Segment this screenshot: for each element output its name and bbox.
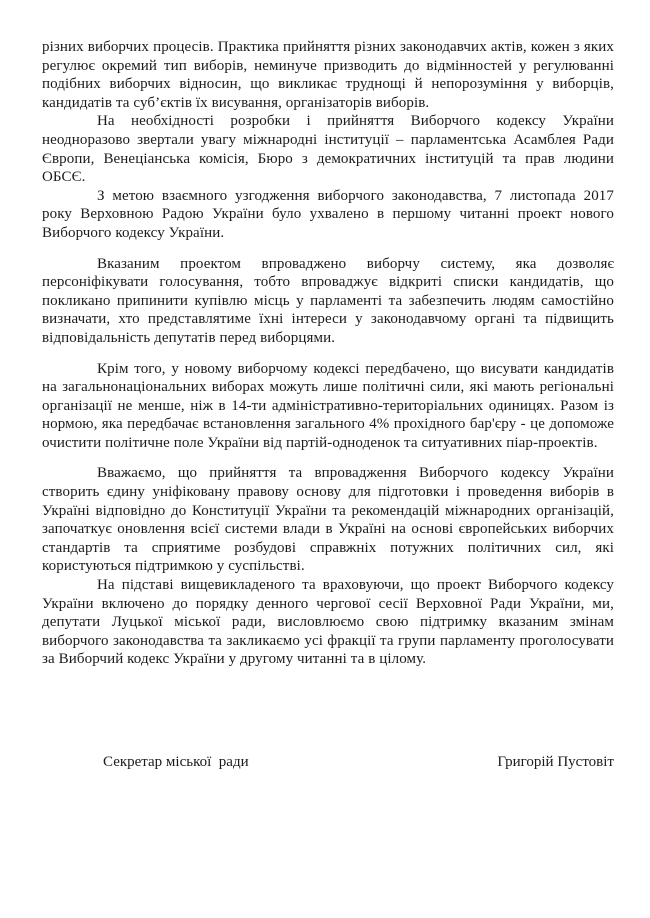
signature-role: Секретар міської ради <box>103 754 249 770</box>
paragraph-first-reading-2017: З метою взаємного узгодження виборчого законодавства, 7 листопада 2017 року Верховною Радою України було ухвалено в першому читанні проект нового Виборчого кодексу України. <box>42 187 614 241</box>
signature-name: Григорій Пустовіт <box>497 754 614 770</box>
paragraph-open-lists: Вказаним проектом впроваджено виборчу систему, яка дозволяє персоніфікувати голосування, тобто впроваджує відкриті списки кандидатів, що покликано припинити купівлю місць у парламенті та забезпечить людям самостійно визначати, хто представлятиме їхні інтереси у законодавчому органі та підвищить відповідальність депутатів перед виборцями. <box>42 255 614 346</box>
paragraph-regional-organizations: Крім того, у новому виборчому кодексі передбачено, що висувати кандидатів на загальнонаціональних виборах можуть лише політичні сили, які мають регіональні організації не менше, ніж в 14-ти адміністративно-територіальних одиницях. Разом із нормою, яка передбачає встановлення загального 4% прохідного бар'єру - це допоможе очистити політичне поле України від партій-одноденок та ситуативних піар-проектів. <box>42 360 614 451</box>
signature-block <box>42 753 614 772</box>
paragraph-unified-legal-basis: Вважаємо, що прийняття та впровадження Виборчого кодексу України створить єдину уніфіковану правову основу для підготовки і проведення виборів в Україні відповідно до Конституції України та рекомендацій міжнародних організацій, започаткує оновлення всієї системи влади в Україні на основі європейських виборчих стандартів та сприятиме розбудові справжніх потужних політичних сил, які користуються підтримкою у суспільстві. <box>42 465 614 575</box>
document-body <box>42 38 614 772</box>
paragraph-continuation: різних виборчих процесів. Практика прийняття різних законодавчих актів, кожен з яких регулює окремий тип виборів, неминуче призводить до відмінностей у регулюванні подібних виборчих відносин, що викликає труднощі й непорозуміння у виборців, кандидатів та суб’єктів їх висування, організаторів виборів. <box>42 39 614 111</box>
paragraph-appeal-to-parliament: На підставі вищевикладеного та враховуючи, що проект Виборчого кодексу України включено до порядку денного чергової сесії Верховної Ради України, ми, депутати Луцької міської ради, висловлюємо свою підтримку вказаним змінам виборчого законодавства та закликаємо усі фракції та групи парламенту проголосувати за Виборчий кодекс України у другому читанні та в цілому. <box>42 577 614 668</box>
paragraph-international-institutions: На необхідності розробки і прийняття Виборчого кодексу України неодноразово звертали увагу міжнародні інституції – парламентська Асамблея Ради Європи, Венеціанська комісія, Бюро з демократичних інституцій та прав людини ОБСЄ. <box>42 113 614 186</box>
